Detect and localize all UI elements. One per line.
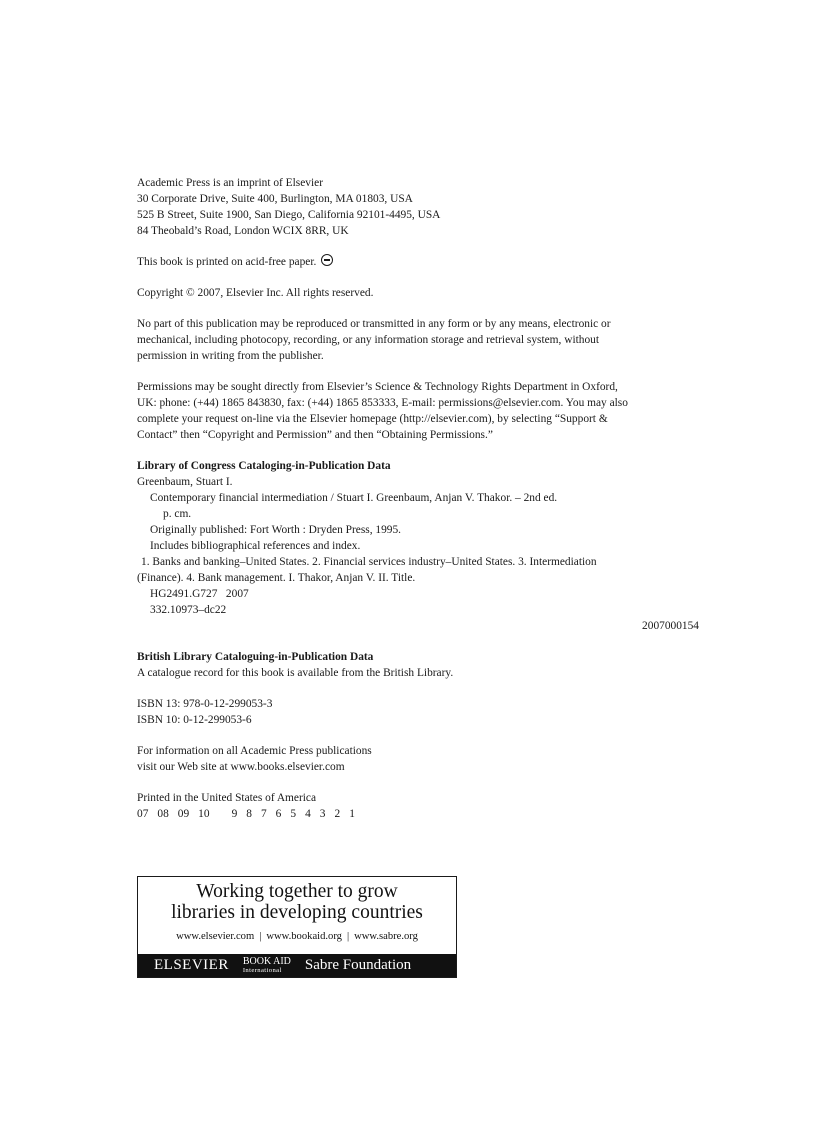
- copyright-line: Copyright © 2007, Elsevier Inc. All rights reserved.: [137, 287, 374, 299]
- banner-links: www.elsevier.com | www.bookaid.org | www.sabre.org: [176, 931, 418, 942]
- loc-author: Greenbaum, Stuart I.: [137, 476, 233, 488]
- print-year: 09: [177, 808, 190, 820]
- copyright-page: [137, 175, 699, 822]
- print-number: 4: [305, 808, 311, 820]
- rights-line: mechanical, including photocopy, recording, or any information storage and retrieval system, without: [137, 334, 600, 346]
- isbn-10: ISBN 10: 0-12-299053-6: [137, 714, 252, 726]
- book-aid-banner: [137, 876, 457, 978]
- banner-title-line: libraries in developing countries: [171, 902, 423, 923]
- book-aid-logo-sub: International: [242, 966, 282, 974]
- loc-lccn: 2007000154: [642, 620, 699, 632]
- address-line: 84 Theobald’s Road, London WCIX 8RR, UK: [137, 225, 349, 237]
- address-line: 30 Corporate Drive, Suite 400, Burlington, MA 01803, USA: [137, 193, 413, 205]
- bl-text: A catalogue record for this book is available from the British Library.: [137, 667, 454, 679]
- book-aid-logo: [243, 957, 291, 975]
- address-line: 525 B Street, Suite 1900, San Diego, California 92101-4495, USA: [137, 209, 441, 221]
- permissions-line: Contact” then “Copyright and Permission” and then “Obtaining Permissions.”: [137, 429, 493, 441]
- loc-dewey: 332.10973–dc22: [150, 604, 227, 616]
- banner-title-line: Working together to grow: [196, 881, 398, 902]
- loc-originally: Originally published: Fort Worth : Dryden Press, 1995.: [150, 524, 402, 536]
- acid-free-line: [137, 254, 699, 270]
- print-number: 5: [290, 808, 297, 820]
- print-number: 6: [275, 808, 282, 820]
- loc-subjects: 1. Banks and banking–United States. 2. Financial services industry–United States. 3. Intermediation: [141, 556, 597, 568]
- sabre-foundation-logo: Sabre Foundation: [304, 957, 412, 973]
- printing-line: [137, 806, 699, 822]
- acid-free-text: This book is printed on acid-free paper.: [137, 256, 317, 268]
- print-year: 10: [198, 808, 210, 820]
- print-number: 8: [246, 808, 252, 820]
- permissions-line: UK: phone: (+44) 1865 843830, fax: (+44) 1865 853333, E-mail: permissions@elsevier.com. You may also: [137, 397, 628, 409]
- print-year: 08: [157, 808, 169, 820]
- banner-title: [138, 881, 456, 923]
- book-aid-logo-text: BOOK AID: [242, 955, 291, 967]
- rights-line: No part of this publication may be reproduced or transmitted in any form or by any means, electronic or: [137, 318, 611, 330]
- loc-heading: Library of Congress Cataloging-in-Publication Data: [137, 460, 391, 472]
- loc-subjects-cont: (Finance). 4. Bank management. I. Thakor, Anjan V. II. Title.: [137, 572, 416, 584]
- acid-free-paper-icon: [321, 254, 333, 266]
- loc-title: Contemporary financial intermediation / Stuart I. Greenbaum, Anjan V. Thakor. – 2nd ed.: [150, 492, 558, 504]
- isbn-13: ISBN 13: 978-0-12-299053-3: [137, 698, 273, 710]
- imprint-line: Academic Press is an imprint of Elsevier: [137, 177, 323, 189]
- bl-heading: British Library Cataloguing-in-Publication Data: [137, 651, 374, 663]
- banner-link-bookaid: www.bookaid.org: [266, 931, 342, 942]
- print-number: 9: [231, 808, 238, 820]
- print-number: 1: [349, 808, 355, 820]
- elsevier-logo: ELSEVIER: [154, 957, 229, 973]
- banner-link-elsevier: www.elsevier.com: [176, 931, 255, 942]
- print-number: 7: [260, 808, 267, 820]
- print-number: 3: [319, 808, 326, 820]
- rights-line: permission in writing from the publisher.: [137, 350, 324, 362]
- banner-link-sabre: www.sabre.org: [354, 931, 418, 942]
- info-line: visit our Web site at www.books.elsevier.com: [137, 761, 345, 773]
- loc-call-number: HG2491.G727 2007: [150, 588, 249, 600]
- banner-logo-bar: [138, 954, 456, 977]
- print-number: 2: [334, 808, 341, 820]
- permissions-line: Permissions may be sought directly from Elsevier’s Science & Technology Rights Department in Oxford,: [137, 381, 618, 393]
- loc-includes: Includes bibliographical references and index.: [150, 540, 361, 552]
- printed-country: Printed in the United States of America: [137, 792, 317, 804]
- print-year: 07: [137, 808, 149, 820]
- permissions-line: complete your request on-line via the Elsevier homepage (http://elsevier.com), by selecting “Support &: [137, 413, 608, 425]
- info-line: For information on all Academic Press publications: [137, 745, 372, 757]
- loc-pages: p. cm.: [163, 508, 192, 520]
